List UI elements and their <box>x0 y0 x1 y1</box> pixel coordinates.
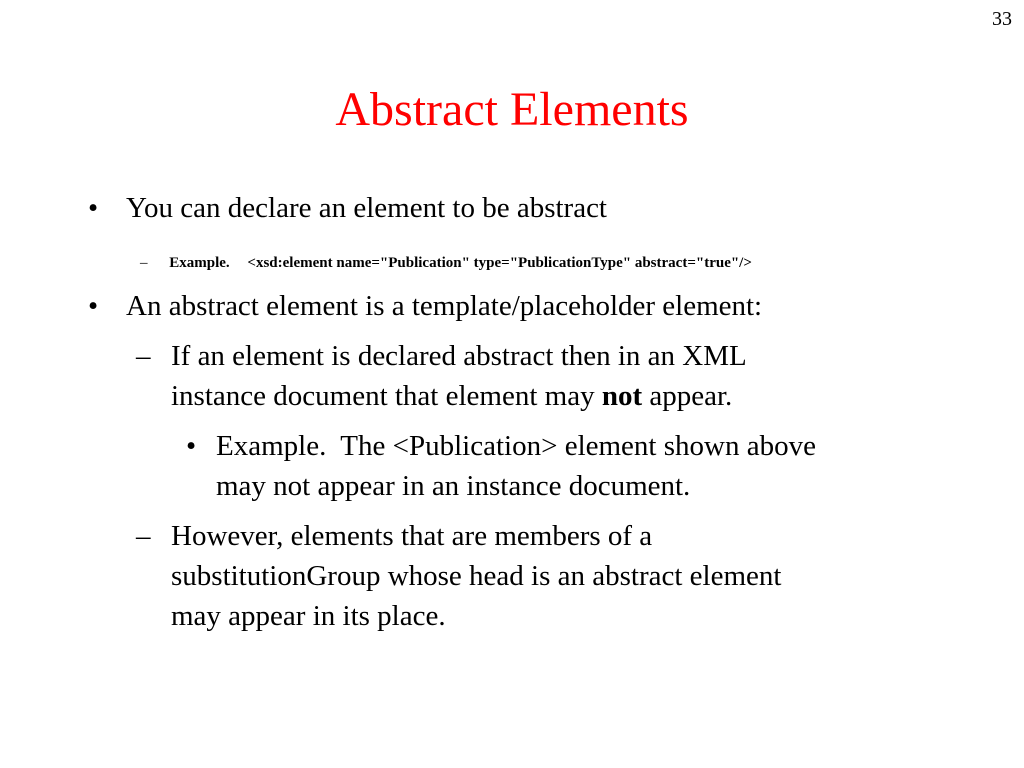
sub-bullet-1-not-bold: not <box>601 380 643 412</box>
sub-bullet-2 <box>136 516 781 636</box>
sub-sub-bullet-1-line-1: Example. The <Publication> element shown above <box>216 430 816 462</box>
bullet-2-text: An abstract element is a template/placeholder element: <box>126 290 763 322</box>
bullet-2 <box>88 286 762 326</box>
slide-title: Abstract Elements <box>335 83 689 136</box>
bullet-1-marker: • <box>88 192 99 224</box>
bullet-1 <box>88 188 607 228</box>
example-line <box>140 253 752 273</box>
sub-sub-bullet-1-marker: • <box>186 430 197 462</box>
sub-bullet-1 <box>136 336 747 416</box>
bullet-1-text: You can declare an element to be abstract <box>126 192 607 224</box>
sub-bullet-1-line-1: If an element is declared abstract then in an XML <box>171 340 747 372</box>
sub-bullet-1-line-2-before: instance document that element may <box>171 380 602 412</box>
sub-sub-bullet-1-line-2: may not appear in an instance document. <box>216 470 691 502</box>
example-code: <xsd:element name="Publication" type="PublicationType" abstract="true"/> <box>247 255 752 271</box>
sub-sub-bullet-1 <box>186 426 816 506</box>
sub-bullet-1-line-2-after: appear. <box>642 380 733 412</box>
sub-bullet-2-line-3: may appear in its place. <box>171 600 446 632</box>
example-label: Example. <box>169 255 230 271</box>
page-number: 33 <box>992 8 1012 30</box>
sub-bullet-2-marker: – <box>136 520 151 552</box>
bullet-2-marker: • <box>88 290 99 322</box>
sub-bullet-2-line-2: substitutionGroup whose head is an abstract element <box>171 560 782 592</box>
example-line-marker: – <box>140 255 148 271</box>
sub-bullet-2-line-1: However, elements that are members of a <box>171 520 653 552</box>
sub-bullet-1-marker: – <box>136 340 151 372</box>
sub-bullet-1-line-2 <box>171 376 747 416</box>
